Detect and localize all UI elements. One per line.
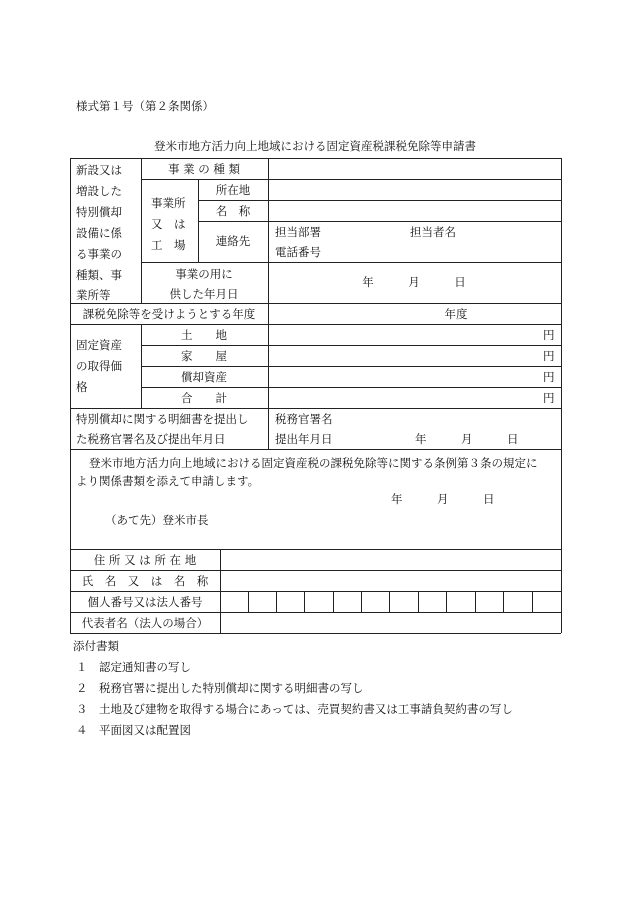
attachment-item: １ 認定通知書の写し (76, 660, 191, 674)
table-rule (70, 158, 561, 159)
office-label-line: 工 場 (151, 238, 186, 252)
number-cell-divider (389, 591, 390, 612)
total-label: 合 計 (181, 391, 227, 405)
contact-label: 連絡先 (215, 234, 251, 248)
business-label-line: 増設した (76, 184, 122, 198)
table-rule (561, 549, 562, 633)
number-cell-divider (475, 591, 476, 612)
table-rule (70, 303, 561, 304)
number-cell-divider (304, 591, 305, 612)
table-rule (561, 449, 562, 549)
declaration-line: 登米市地方活力向上地域における固定資産税の課税免除等に関する条例第３条の規定に (89, 456, 538, 470)
name-label: 名 称 (215, 204, 251, 218)
business-label-line: 業所等 (76, 288, 111, 302)
land-label: 土 地 (181, 328, 227, 342)
tax-year-label: 課税免除等を受けようとする年度 (82, 307, 256, 321)
table-rule (141, 324, 142, 408)
table-rule (141, 366, 561, 367)
table-rule (70, 549, 561, 550)
table-rule (141, 387, 561, 388)
number-cell-divider (248, 591, 249, 612)
yen-unit: 円 (543, 349, 555, 363)
applicant-name-label: 氏 名 又 は 名 称 (81, 574, 209, 588)
tax-office-name-label: 税務官署名 (275, 412, 333, 426)
acquisition-label-line: 格 (76, 380, 88, 394)
acquisition-label-line: 固定資産 (76, 338, 122, 352)
business-label-line: 新設又は (76, 163, 122, 177)
business-label-line: 特別償却 (76, 205, 122, 219)
table-rule (70, 408, 561, 409)
tax-office-date-label: 提出年月日 (275, 432, 333, 446)
number-cell-divider (503, 591, 504, 612)
attachment-item: ４ 平面図又は配置図 (76, 723, 191, 737)
depreciable-label: 償却資産 (181, 370, 227, 384)
number-cell-divider (418, 591, 419, 612)
office-label-line: 事業所 (151, 196, 186, 210)
form-title: 登米市地方活力向上地域における固定資産税課税免除等申請書 (154, 139, 476, 153)
table-rule (70, 633, 561, 634)
form-number: 様式第１号（第２条関係） (76, 99, 214, 113)
tax-office-date-value: 年 月 日 (415, 432, 519, 446)
yen-unit: 円 (543, 370, 555, 384)
number-cell-divider (333, 591, 334, 612)
id-number-label: 個人番号又は法人番号 (87, 595, 203, 609)
use-date-label-line: 供した年月日 (169, 287, 239, 301)
table-rule (70, 591, 561, 592)
table-rule (198, 200, 561, 201)
acquisition-label-line: の取得価 (76, 359, 122, 373)
phone-label: 電話番号 (275, 245, 321, 259)
yen-unit: 円 (543, 328, 555, 342)
table-rule (70, 449, 561, 450)
house-label: 家 屋 (181, 349, 227, 363)
table-rule (198, 179, 199, 262)
yen-unit: 円 (543, 391, 555, 405)
table-rule (561, 158, 562, 449)
table-rule (70, 324, 561, 325)
address-label: 住 所 又 は 所 在 地 (93, 553, 197, 567)
table-rule (141, 262, 561, 263)
table-rule (141, 345, 561, 346)
business-label-line: 設備に係 (76, 226, 122, 240)
table-rule (268, 158, 269, 449)
attachment-item: ３ 土地及び建物を取得する場合にあっては、売買契約書又は工事請負契約書の写し (76, 702, 513, 716)
number-cell-divider (361, 591, 362, 612)
use-date-value: 年 月 日 (362, 275, 466, 289)
table-rule (141, 179, 561, 180)
use-date-label-line: 事業の用に (175, 267, 233, 281)
table-rule (198, 221, 561, 222)
number-cell-divider (276, 591, 277, 612)
representative-label: 代表者名（法人の場合） (81, 616, 209, 630)
person-label: 担当者名 (410, 225, 456, 239)
table-rule (70, 158, 71, 449)
number-cell-divider (446, 591, 447, 612)
table-rule (70, 549, 71, 633)
business-label-line: る事業の (76, 247, 122, 261)
table-rule (141, 158, 142, 303)
table-rule (70, 612, 561, 613)
business-type-header: 事 業 の 種 類 (167, 162, 241, 176)
declaration-line: より関係書類を添えて申請します。 (76, 474, 260, 488)
declaration-date: 年 月 日 (391, 492, 495, 506)
tax-office-label-line: 特別償却に関する明細書を提出し (76, 412, 249, 426)
business-label-line: 種類、事 (76, 268, 122, 282)
number-cell-divider (532, 591, 533, 612)
attachments-heading: 添付書類 (73, 639, 119, 653)
attachment-item: ２ 税務官署に提出した特別償却に関する明細書の写し (76, 681, 364, 695)
addressee: （あて先）登米市長 (105, 513, 209, 527)
tax-office-label-line: た税務官署名及び提出年月日 (76, 432, 226, 446)
dept-label: 担当部署 (275, 225, 321, 239)
table-rule (70, 570, 561, 571)
tax-year-value: 年度 (444, 307, 468, 321)
table-rule (70, 449, 71, 549)
office-label-line: 又 は (151, 217, 186, 231)
location-label: 所在地 (215, 183, 251, 197)
table-rule (220, 549, 221, 633)
